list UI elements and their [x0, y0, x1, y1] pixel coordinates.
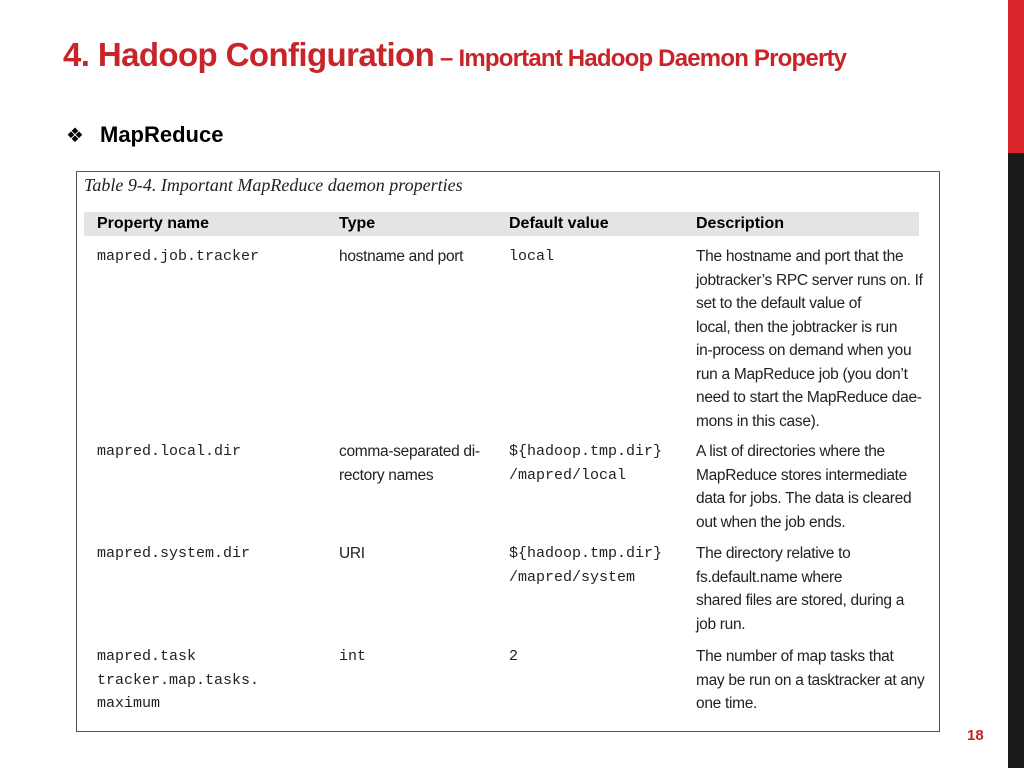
cell-line: job run.: [696, 615, 746, 633]
cell-line: The number of map tasks that: [696, 648, 894, 665]
cell-line: The hostname and port that the: [696, 248, 904, 265]
cell-line: The directory relative to: [696, 545, 851, 562]
header-type: Type: [339, 215, 376, 232]
section-bullet: [66, 122, 223, 148]
cell-line: set to the default value of: [696, 295, 862, 312]
cell-line: ${hadoop.tmp.dir}: [509, 545, 663, 562]
cell-type: [339, 542, 499, 566]
cell-type: [339, 645, 499, 669]
cell-line: tracker.map.tasks.: [97, 671, 260, 689]
cell-default: [509, 542, 689, 589]
cell-default: [509, 645, 689, 669]
table-header-row: [84, 212, 919, 236]
diamond-bullet-icon: ❖: [66, 124, 84, 147]
cell-line: 2: [509, 648, 519, 665]
cell-line: mapred.task: [97, 648, 197, 665]
cell-line: mapred.job.tracker: [97, 248, 260, 265]
cell-line: MapReduce stores intermediate: [696, 466, 907, 484]
cell-line: /mapred/system: [509, 568, 636, 586]
cell-line: one time.: [696, 695, 758, 712]
side-accent-bar-red: [1008, 0, 1024, 153]
cell-line: mapred.system.dir: [97, 545, 251, 562]
side-accent-bar-dark: [1008, 153, 1024, 768]
table-caption: Table 9-4. Important MapReduce daemon properties: [84, 175, 463, 195]
cell-description: [696, 542, 921, 636]
cell-property: [97, 645, 327, 716]
cell-line: A list of directories where the: [696, 443, 885, 460]
cell-line: local, then the jobtracker is run: [696, 318, 898, 336]
cell-line: jobtracker’s RPC server runs on. If: [696, 271, 923, 289]
cell-line: fs.default.name where: [696, 568, 843, 586]
cell-line: may be run on a tasktracker at any: [696, 671, 925, 689]
cell-line: out when the job ends.: [696, 513, 846, 531]
cell-line: maximum: [97, 695, 161, 712]
cell-line: local: [509, 248, 555, 265]
cell-property: [97, 245, 327, 269]
properties-table: [76, 171, 940, 732]
cell-line: /mapred/local: [509, 466, 627, 484]
cell-default: [509, 245, 689, 269]
cell-default: [509, 440, 689, 487]
slide-title-sub: – Important Hadoop Daemon Property: [434, 45, 847, 72]
cell-description: [696, 245, 921, 433]
cell-description: [696, 645, 925, 716]
cell-property: [97, 440, 327, 464]
cell-line: need to start the MapReduce dae-: [696, 389, 922, 406]
cell-line: mapred.local.dir: [97, 443, 242, 460]
cell-property: [97, 542, 327, 566]
cell-line: in-process on demand when you: [696, 342, 912, 359]
cell-line: int: [339, 648, 367, 665]
cell-line: shared files are stored, during a: [696, 592, 905, 609]
section-label: MapReduce: [100, 122, 224, 147]
cell-line: mons in this case).: [696, 412, 820, 430]
slide-title-main: 4. Hadoop Configuration: [63, 36, 435, 73]
cell-line: hostname and port: [339, 248, 464, 265]
slide-title: [63, 36, 846, 74]
cell-type: [339, 245, 499, 269]
cell-line: data for jobs. The data is cleared: [696, 490, 912, 507]
header-default-value: Default value: [509, 215, 609, 232]
cell-line: rectory names: [339, 466, 434, 484]
cell-line: run a MapReduce job (you don’t: [696, 365, 908, 383]
cell-line: URI: [339, 545, 365, 562]
cell-type: [339, 440, 499, 487]
page-number: 18: [967, 727, 984, 744]
cell-description: [696, 440, 921, 534]
header-property-name: Property name: [97, 215, 210, 232]
cell-line: ${hadoop.tmp.dir}: [509, 443, 663, 460]
cell-line: comma-separated di-: [339, 443, 480, 460]
header-description: Description: [696, 215, 785, 232]
